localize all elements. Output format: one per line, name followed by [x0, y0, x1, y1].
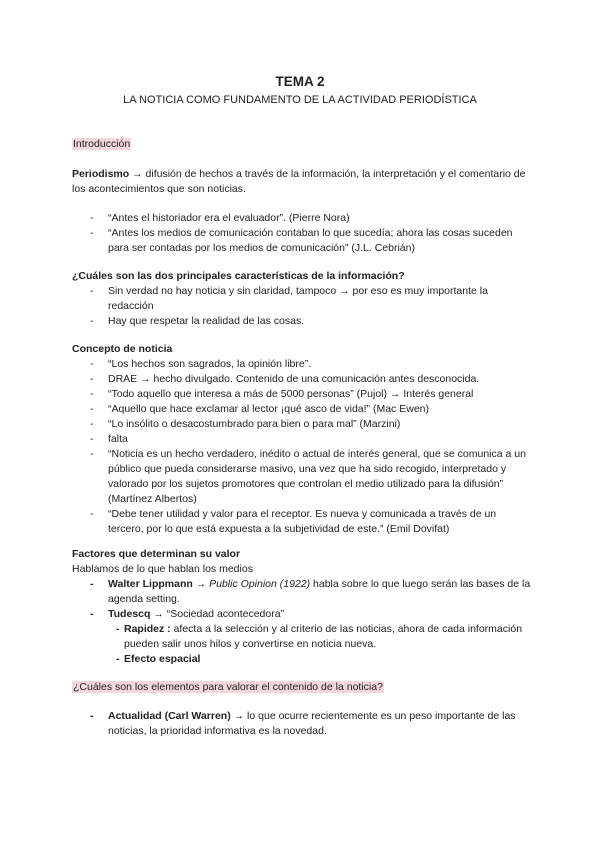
characteristics-section	[72, 269, 532, 329]
periodismo-definition	[72, 167, 532, 197]
characteristics-heading: ¿Cuáles son las dos principales características de la información?	[72, 270, 405, 282]
periodismo-term: Periodismo	[72, 168, 130, 180]
list-item: - “Aquello que hace exclamar al lector ¡qué asco de vida!” (Mac Ewen)	[72, 402, 532, 417]
list-item: - DRAE → hecho divulgado. Contenido de una comunicación antes desconocida.	[72, 372, 532, 387]
list-item: - “Antes los medios de comunicación contaban lo que sucedía; ahora las cosas suceden para ser contadas por los medios de comunicación” (J.L. Cebrián)	[72, 226, 532, 256]
list-item: - “Los hechos son sagrados, la opinión libre”.	[72, 357, 532, 372]
intro-heading-block	[72, 137, 532, 152]
efecto-label: Efecto espacial	[124, 653, 201, 665]
list-item: - Sin verdad no hay noticia y sin claridad, tampoco → por eso es muy importante la redacción	[72, 284, 532, 314]
list-item: - “Debe tener utilidad y valor para el receptor. Es nueva y comunicada a través de un tercero, por lo que está expuesta a la subjetividad de este.” (Emil Dovifat)	[72, 507, 532, 537]
actualidad-text: → lo que ocurre recientemente es un peso importante de las noticias, la prioridad informativa es la novedad.	[108, 710, 516, 737]
list-item: - falta	[72, 432, 532, 447]
page-title: TEMA 2	[275, 74, 325, 89]
elementos-heading-block	[72, 680, 532, 695]
tudescq-text: → “Sociedad acontecedora”	[150, 608, 285, 620]
list-item	[72, 607, 532, 667]
lippmann-arrow: →	[192, 578, 210, 590]
lippmann-book: Public Opinion (1922)	[209, 578, 311, 590]
list-item: - “Noticia es un hecho verdadero, inédito o actual de interés general, que se comunica a un público que pueda considerarse masivo, una vez que ha sido recogido, interpretado y valorado por los sujetos promotores que controlan el medio utilizado para la difusión” (Martínez Albertos)	[72, 447, 532, 507]
concepto-heading: Concepto de noticia	[72, 343, 173, 355]
intro-heading: Introducción	[73, 138, 131, 150]
factores-intro: Hablamos de lo que hablan los medios	[72, 563, 253, 575]
list-item: - “Antes el historiador era el evaluador”. (Pierre Nora)	[72, 211, 532, 226]
sub-list-item	[72, 622, 532, 652]
elementos-section	[72, 709, 532, 739]
periodismo-text: → difusión de hechos a través de la información, la interpretación y el comentario de los acontecimientos que son noticias.	[72, 168, 526, 195]
sub-list-item	[72, 652, 532, 667]
actualidad-label: Actualidad (Carl Warren)	[108, 710, 231, 722]
tudescq-name: Tudescq	[108, 608, 151, 620]
elementos-heading: ¿Cuáles son los elementos para valorar el contenido de la noticia?	[73, 681, 383, 693]
rapidez-text: afecta a la selección y al criterio de las noticias, ahora de cada información pueden salir unos hilos y convertirse en noticia nueva.	[124, 623, 523, 650]
factores-section	[72, 547, 532, 667]
lippmann-name: Walter Lippmann	[108, 578, 193, 590]
lippmann-text: habla sobre lo que luego serán las bases de la agenda setting.	[108, 578, 531, 605]
list-item	[72, 709, 532, 739]
list-item: - “Todo aquello que interesa a más de 5000 personas” (Pujol) → Interés general	[72, 387, 532, 402]
rapidez-label: Rapidez :	[124, 623, 171, 635]
intro-quotes	[72, 211, 532, 256]
list-item: - Hay que respetar la realidad de las cosas.	[72, 314, 532, 329]
list-item: - “Lo insólito o desacostumbrado para bien o para mal” (Marzini)	[72, 417, 532, 432]
list-item	[72, 577, 532, 607]
factores-heading: Factores que determinan su valor	[72, 548, 241, 560]
concepto-section	[72, 342, 532, 537]
page-subtitle: LA NOTICIA COMO FUNDAMENTO DE LA ACTIVIDAD PERIODÍSTICA	[123, 94, 477, 106]
